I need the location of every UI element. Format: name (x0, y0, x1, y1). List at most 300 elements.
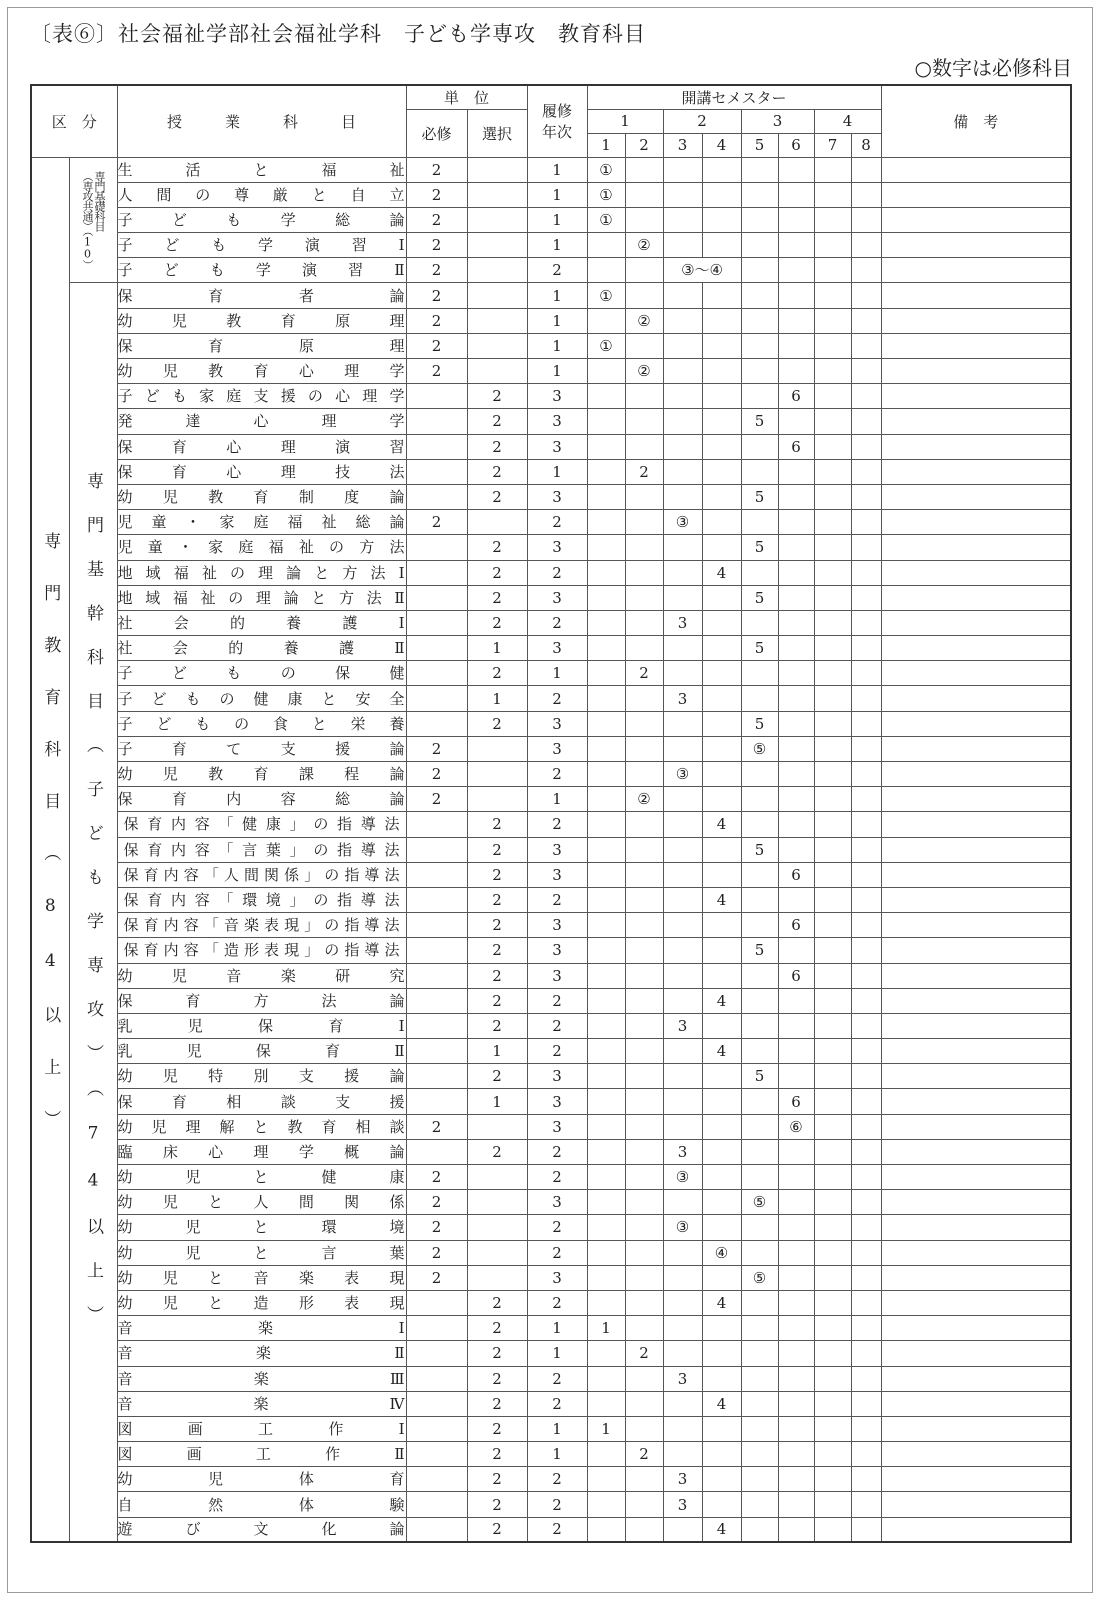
semester-cell-6 (778, 1013, 814, 1038)
semester-cell-6 (778, 787, 814, 812)
table-row (31, 711, 1071, 736)
required-credits (406, 585, 467, 610)
semester-cell-8 (851, 988, 881, 1013)
enrollment-year: 3 (527, 409, 587, 434)
elective-credits: 2 (467, 887, 527, 912)
required-credits (406, 636, 467, 661)
elective-credits: 2 (467, 1366, 527, 1391)
elective-credits (467, 1165, 527, 1190)
table-header (31, 85, 1071, 157)
enrollment-year: 2 (527, 812, 587, 837)
semester-cell-4 (702, 1190, 741, 1215)
table-row (31, 812, 1071, 837)
semester-cell-5 (741, 812, 778, 837)
semester-cell-5 (741, 787, 778, 812)
semester-cell-6: ⑥ (778, 1114, 814, 1139)
semester-cell-3 (663, 1517, 702, 1542)
enrollment-year: 1 (527, 207, 587, 232)
elective-credits: 2 (467, 938, 527, 963)
semester-cell-3 (663, 560, 702, 585)
semester-cell-3 (663, 1265, 702, 1290)
semester-cell-7 (814, 308, 851, 333)
semester-cell-1 (587, 510, 625, 535)
semester-cell-6 (778, 333, 814, 358)
semester-cell-8 (851, 283, 881, 308)
elective-credits (467, 510, 527, 535)
semester-cell-2 (625, 1190, 663, 1215)
semester-cell-7 (814, 1467, 851, 1492)
semester-cell-6 (778, 585, 814, 610)
elective-credits: 2 (467, 1013, 527, 1038)
elective-credits (467, 359, 527, 384)
table-row (31, 258, 1071, 283)
table-row (31, 1215, 1071, 1240)
elective-credits: 2 (467, 812, 527, 837)
table-row (31, 988, 1071, 1013)
required-credits (406, 1064, 467, 1089)
semester-cell-7 (814, 1089, 851, 1114)
semester-cell-5 (741, 887, 778, 912)
semester-cell-4: 4 (702, 988, 741, 1013)
semester-cell-5 (741, 1039, 778, 1064)
semester-cell-1 (587, 1265, 625, 1290)
header-remarks: 備 考 (881, 85, 1071, 157)
semester-cell-6: 6 (778, 862, 814, 887)
remarks-cell (881, 1089, 1071, 1114)
table-row (31, 913, 1071, 938)
semester-cell-6 (778, 1467, 814, 1492)
remarks-cell (881, 1165, 1071, 1190)
elective-credits: 2 (467, 560, 527, 585)
semester-cell-8 (851, 938, 881, 963)
semester-cell-5: 5 (741, 636, 778, 661)
semester-cell-5 (741, 359, 778, 384)
required-credits (406, 1366, 467, 1391)
elective-credits: 2 (467, 1517, 527, 1542)
semester-cell-3 (663, 988, 702, 1013)
required-credits: 2 (406, 283, 467, 308)
subject-name: 遊び文化論 (117, 1517, 406, 1542)
remarks-cell (881, 157, 1071, 182)
remarks-cell (881, 711, 1071, 736)
semester-cell-5 (741, 1316, 778, 1341)
required-credits: 2 (406, 1190, 467, 1215)
subject-name: 音楽Ⅱ (117, 1341, 406, 1366)
required-credits (406, 1517, 467, 1542)
semester-cell-7 (814, 182, 851, 207)
semester-cell-3 (663, 1089, 702, 1114)
semester-cell-6 (778, 1391, 814, 1416)
semester-cell-1 (587, 887, 625, 912)
required-credits: 2 (406, 207, 467, 232)
semester-cell-6: 6 (778, 1089, 814, 1114)
semester-cell-7 (814, 1064, 851, 1089)
semester-cell-8 (851, 560, 881, 585)
required-credits (406, 1467, 467, 1492)
semester-cell-8 (851, 736, 881, 761)
semester-cell-6 (778, 636, 814, 661)
semester-cell-6 (778, 233, 814, 258)
semester-cell-6 (778, 762, 814, 787)
elective-credits: 2 (467, 1467, 527, 1492)
remarks-cell (881, 1013, 1071, 1038)
table-row (31, 510, 1071, 535)
semester-cell-8 (851, 610, 881, 635)
semester-cell-6 (778, 258, 814, 283)
remarks-cell (881, 1190, 1071, 1215)
elective-credits (467, 233, 527, 258)
elective-credits: 2 (467, 862, 527, 887)
semester-cell-1 (587, 233, 625, 258)
elective-credits (467, 283, 527, 308)
semester-cell-7 (814, 409, 851, 434)
semester-cell-3 (663, 283, 702, 308)
table-row (31, 887, 1071, 912)
enrollment-year: 2 (527, 1467, 587, 1492)
remarks-cell (881, 1064, 1071, 1089)
elective-credits: 2 (467, 711, 527, 736)
subject-name: 子どもの保健 (117, 661, 406, 686)
semester-cell-3: ③ (663, 1165, 702, 1190)
required-credits (406, 610, 467, 635)
semester-cell-3 (663, 1391, 702, 1416)
semester-cell-4 (702, 1341, 741, 1366)
semester-cell-3 (663, 913, 702, 938)
enrollment-year: 2 (527, 1366, 587, 1391)
semester-cell-6: 6 (778, 963, 814, 988)
elective-credits: 2 (467, 1341, 527, 1366)
required-credits (406, 1341, 467, 1366)
elective-credits: 2 (467, 434, 527, 459)
semester-cell-6 (778, 988, 814, 1013)
semester-cell-5 (741, 762, 778, 787)
remarks-cell (881, 862, 1071, 887)
subject-name: 図画工作Ⅱ (117, 1442, 406, 1467)
semester-cell-5: ⑤ (741, 736, 778, 761)
required-credits (406, 1416, 467, 1441)
table-row (31, 1492, 1071, 1517)
subject-name: 子ども学演習Ⅱ (117, 258, 406, 283)
semester-cell-3: 3 (663, 1492, 702, 1517)
enrollment-year: 1 (527, 459, 587, 484)
semester-cell-4 (702, 1139, 741, 1164)
semester-cell-4 (702, 384, 741, 409)
semester-cell-6 (778, 1215, 814, 1240)
semester-cell-4 (702, 1265, 741, 1290)
semester-cell-3 (663, 434, 702, 459)
enrollment-year: 2 (527, 1215, 587, 1240)
required-credits (406, 938, 467, 963)
semester-cell-2 (625, 1215, 663, 1240)
semester-cell-4 (702, 711, 741, 736)
header-year: 履修 年次 (527, 85, 587, 157)
remarks-cell (881, 384, 1071, 409)
semester-cell-3 (663, 1190, 702, 1215)
required-credits (406, 384, 467, 409)
semester-cell-2: 2 (625, 459, 663, 484)
subject-name: 音楽Ⅰ (117, 1316, 406, 1341)
enrollment-year: 3 (527, 837, 587, 862)
enrollment-year: 3 (527, 938, 587, 963)
semester-cell-4 (702, 736, 741, 761)
enrollment-year: 2 (527, 1492, 587, 1517)
required-credits: 2 (406, 308, 467, 333)
semester-cell-2 (625, 1089, 663, 1114)
header-sem-3: 3 (663, 133, 702, 157)
subject-name: 幼児音楽研究 (117, 963, 406, 988)
remarks-cell (881, 610, 1071, 635)
remarks-cell (881, 938, 1071, 963)
remarks-cell (881, 207, 1071, 232)
enrollment-year: 2 (527, 610, 587, 635)
semester-cell-6 (778, 711, 814, 736)
required-credits (406, 837, 467, 862)
enrollment-year: 2 (527, 988, 587, 1013)
subject-name: 児童・家庭福祉の方法 (117, 535, 406, 560)
elective-credits (467, 1215, 527, 1240)
semester-cell-8 (851, 711, 881, 736)
semester-cell-5 (741, 1215, 778, 1240)
remarks-cell (881, 434, 1071, 459)
semester-cell-5 (741, 1366, 778, 1391)
semester-cell-2 (625, 585, 663, 610)
semester-cell-4 (702, 233, 741, 258)
subject-name: 幼児と健康 (117, 1165, 406, 1190)
enrollment-year: 3 (527, 963, 587, 988)
semester-cell-3: ③ (663, 510, 702, 535)
semester-cell-2: ② (625, 359, 663, 384)
table-row (31, 837, 1071, 862)
table-row (31, 308, 1071, 333)
semester-cell-5 (741, 1089, 778, 1114)
required-credits (406, 913, 467, 938)
semester-cell-6 (778, 686, 814, 711)
semester-cell-4 (702, 359, 741, 384)
enrollment-year: 2 (527, 1139, 587, 1164)
table-row (31, 1366, 1071, 1391)
required-credits: 2 (406, 1265, 467, 1290)
semester-cell-7 (814, 862, 851, 887)
elective-credits: 1 (467, 1039, 527, 1064)
elective-credits: 2 (467, 1316, 527, 1341)
table-row (31, 484, 1071, 509)
semester-cell-8 (851, 1467, 881, 1492)
semester-cell-7 (814, 1190, 851, 1215)
table-row (31, 384, 1071, 409)
semester-cell-7 (814, 258, 851, 283)
subject-name: 保育内容「人間関係」の指導法 (117, 862, 406, 887)
subject-name: 発達心理学 (117, 409, 406, 434)
table-row (31, 233, 1071, 258)
semester-cell-1 (587, 258, 625, 283)
elective-credits: 2 (467, 661, 527, 686)
subject-name: 保育内容「言葉」の指導法 (117, 837, 406, 862)
remarks-cell (881, 1517, 1071, 1542)
remarks-cell (881, 535, 1071, 560)
semester-cell-4 (702, 585, 741, 610)
semester-cell-6 (778, 1290, 814, 1315)
table-row (31, 686, 1071, 711)
remarks-cell (881, 333, 1071, 358)
elective-credits (467, 762, 527, 787)
subject-name: 幼児と音楽表現 (117, 1265, 406, 1290)
semester-cell-1 (587, 988, 625, 1013)
semester-cell-7 (814, 1442, 851, 1467)
semester-cell-3 (663, 636, 702, 661)
semester-cell-2 (625, 686, 663, 711)
semester-cell-5 (741, 686, 778, 711)
semester-cell-1 (587, 636, 625, 661)
remarks-cell (881, 887, 1071, 912)
semester-cell-5 (741, 1165, 778, 1190)
table-row (31, 1013, 1071, 1038)
semester-cell-4 (702, 1165, 741, 1190)
semester-cell-7 (814, 963, 851, 988)
semester-cell-4 (702, 938, 741, 963)
semester-cell-5 (741, 1517, 778, 1542)
elective-credits: 2 (467, 988, 527, 1013)
elective-credits: 2 (467, 1391, 527, 1416)
subject-name: 子育て支援論 (117, 736, 406, 761)
elective-credits (467, 258, 527, 283)
semester-cell-8 (851, 1442, 881, 1467)
semester-cell-8 (851, 812, 881, 837)
semester-cell-2 (625, 1165, 663, 1190)
enrollment-year: 3 (527, 484, 587, 509)
subject-name: 保育内容「音楽表現」の指導法 (117, 913, 406, 938)
remarks-cell (881, 308, 1071, 333)
semester-cell-4 (702, 1492, 741, 1517)
semester-cell-3 (663, 459, 702, 484)
semester-cell-5 (741, 1442, 778, 1467)
semester-cell-8 (851, 1215, 881, 1240)
remarks-cell (881, 1290, 1071, 1315)
semester-cell-4 (702, 787, 741, 812)
subject-name: 子ども学総論 (117, 207, 406, 232)
subject-name: 生活と福祉 (117, 157, 406, 182)
subject-name: 幼児教育原理 (117, 308, 406, 333)
semester-cell-7 (814, 1492, 851, 1517)
semester-cell-6 (778, 359, 814, 384)
semester-cell-2 (625, 1039, 663, 1064)
semester-cell-2 (625, 762, 663, 787)
subject-name: 保育内容「健康」の指導法 (117, 812, 406, 837)
table-row (31, 1341, 1071, 1366)
subject-name: 自然体験 (117, 1492, 406, 1517)
enrollment-year: 1 (527, 1341, 587, 1366)
subject-name: 保育心理技法 (117, 459, 406, 484)
subject-name: 保育内容「環境」の指導法 (117, 887, 406, 912)
elective-credits (467, 157, 527, 182)
table-row (31, 963, 1071, 988)
semester-cell-3: ③〜④ (663, 258, 741, 283)
required-credits (406, 1039, 467, 1064)
semester-cell-7 (814, 1290, 851, 1315)
elective-credits: 2 (467, 1139, 527, 1164)
semester-cell-8 (851, 1391, 881, 1416)
semester-cell-6 (778, 535, 814, 560)
enrollment-year: 1 (527, 182, 587, 207)
required-credits: 2 (406, 1165, 467, 1190)
semester-cell-5 (741, 283, 778, 308)
semester-cell-1: ① (587, 182, 625, 207)
enrollment-year: 2 (527, 560, 587, 585)
elective-credits: 1 (467, 636, 527, 661)
remarks-cell (881, 510, 1071, 535)
remarks-cell (881, 560, 1071, 585)
enrollment-year: 3 (527, 913, 587, 938)
remarks-cell (881, 661, 1071, 686)
semester-cell-2: ② (625, 787, 663, 812)
semester-cell-2 (625, 812, 663, 837)
semester-cell-1 (587, 535, 625, 560)
semester-cell-6 (778, 1165, 814, 1190)
semester-cell-5 (741, 1139, 778, 1164)
semester-cell-7 (814, 359, 851, 384)
semester-cell-3 (663, 1064, 702, 1089)
elective-credits (467, 333, 527, 358)
elective-credits: 2 (467, 585, 527, 610)
semester-cell-2 (625, 1391, 663, 1416)
table-row (31, 1139, 1071, 1164)
remarks-cell (881, 1366, 1071, 1391)
enrollment-year: 1 (527, 157, 587, 182)
semester-cell-3 (663, 359, 702, 384)
elective-credits: 2 (467, 384, 527, 409)
semester-cell-3: 3 (663, 1013, 702, 1038)
enrollment-year: 1 (527, 308, 587, 333)
semester-cell-7 (814, 510, 851, 535)
semester-cell-6 (778, 560, 814, 585)
semester-cell-3 (663, 535, 702, 560)
semester-cell-1: ① (587, 283, 625, 308)
semester-cell-8 (851, 1139, 881, 1164)
header-required: 必修 (406, 109, 467, 157)
elective-credits (467, 736, 527, 761)
semester-cell-7 (814, 333, 851, 358)
semester-cell-7 (814, 661, 851, 686)
required-credits (406, 686, 467, 711)
header-sem-1: 1 (587, 133, 625, 157)
semester-cell-6 (778, 837, 814, 862)
semester-cell-8 (851, 182, 881, 207)
semester-cell-8 (851, 510, 881, 535)
semester-cell-2 (625, 258, 663, 283)
semester-cell-5: ⑤ (741, 1190, 778, 1215)
semester-cell-8 (851, 459, 881, 484)
semester-cell-1 (587, 1290, 625, 1315)
elective-credits (467, 1190, 527, 1215)
table-row (31, 459, 1071, 484)
semester-cell-3: 3 (663, 686, 702, 711)
semester-cell-1 (587, 1240, 625, 1265)
subject-name: 幼児教育課程論 (117, 762, 406, 787)
semester-cell-2 (625, 1240, 663, 1265)
table-row (31, 1089, 1071, 1114)
subject-name: 乳児保育Ⅰ (117, 1013, 406, 1038)
remarks-cell (881, 963, 1071, 988)
enrollment-year: 2 (527, 1039, 587, 1064)
semester-cell-3 (663, 736, 702, 761)
semester-cell-4 (702, 762, 741, 787)
semester-cell-5 (741, 333, 778, 358)
semester-cell-2 (625, 963, 663, 988)
semester-cell-1 (587, 711, 625, 736)
subject-name: 幼児理解と教育相談 (117, 1114, 406, 1139)
subject-name: 幼児体育 (117, 1467, 406, 1492)
elective-credits: 2 (467, 1492, 527, 1517)
semester-cell-7 (814, 1416, 851, 1441)
